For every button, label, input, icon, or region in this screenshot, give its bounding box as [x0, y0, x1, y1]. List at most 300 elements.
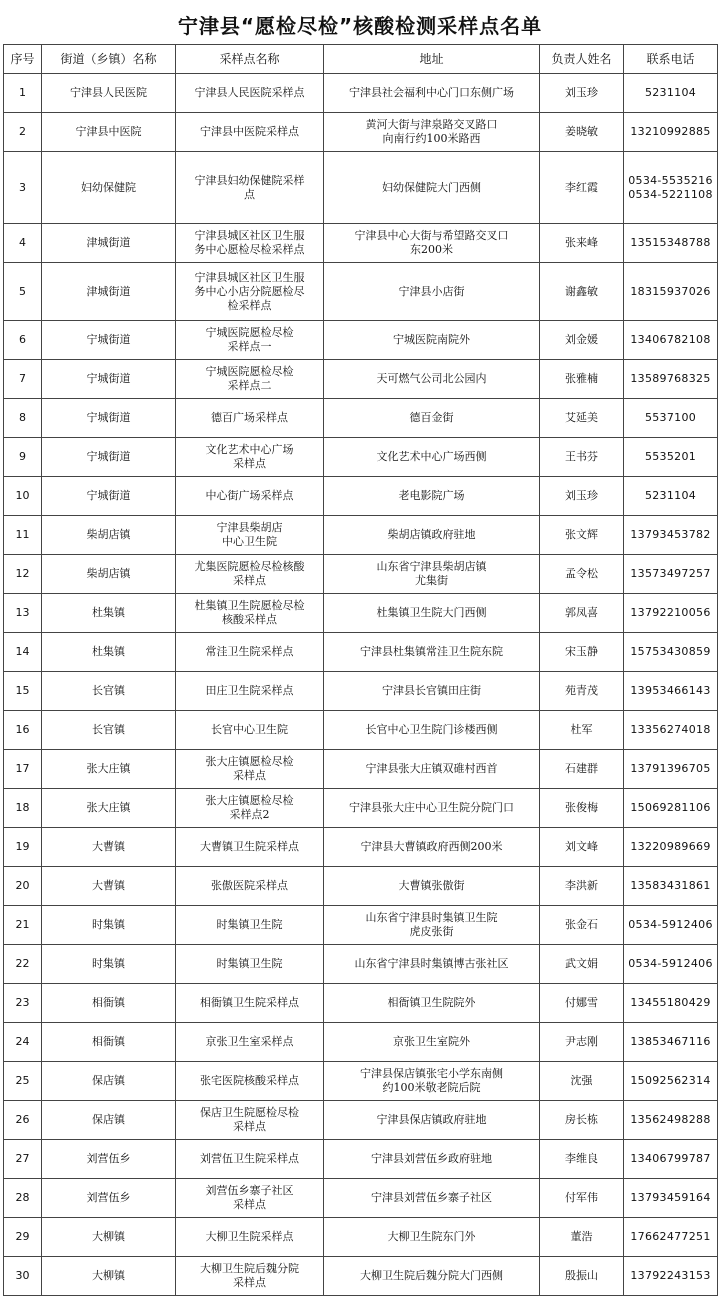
cell-address	[324, 224, 540, 263]
cell-site-line: 核酸采样点	[222, 613, 277, 626]
cell-street-line: 宁城街道	[86, 450, 131, 463]
cell-phone-line: 15753430859	[630, 645, 711, 658]
table-body	[4, 74, 718, 1296]
cell-index: 22	[4, 945, 42, 984]
cell-street	[42, 1218, 176, 1257]
cell-address	[324, 906, 540, 945]
cell-phone-line: 13589768325	[630, 372, 711, 385]
cell-site-line: 采样点二	[227, 379, 272, 392]
cell-street	[42, 945, 176, 984]
cell-phone-line: 13455180429	[630, 996, 711, 1009]
cell-street	[42, 750, 176, 789]
table-row	[4, 1062, 718, 1101]
cell-site-line: 长官中心卫生院	[211, 723, 288, 736]
cell-phone	[624, 906, 718, 945]
cell-street	[42, 1140, 176, 1179]
table-row	[4, 750, 718, 789]
cell-index: 2	[4, 113, 42, 152]
cell-address-line: 宁津县中心大街与希望路交叉口	[354, 229, 509, 242]
cell-phone-line: 13210992885	[630, 125, 711, 138]
cell-index: 4	[4, 224, 42, 263]
cell-phone-line: 13220989669	[630, 840, 711, 853]
cell-phone-line: 18315937026	[630, 284, 711, 298]
cell-street-line: 时集镇	[92, 918, 125, 931]
cell-street-line: 保店镇	[92, 1074, 125, 1087]
cell-site	[176, 711, 324, 750]
cell-street	[42, 360, 176, 399]
cell-phone-line: 13562498288	[630, 1113, 711, 1126]
cell-phone	[624, 1179, 718, 1218]
cell-address-line: 山东省宁津县时集镇博古张社区	[354, 957, 509, 970]
cell-phone-line: 0534-5912406	[628, 957, 713, 970]
cell-address	[324, 594, 540, 633]
cell-phone	[624, 750, 718, 789]
cell-phone	[624, 1101, 718, 1140]
cell-site-line: 采样点一	[227, 340, 272, 353]
cell-index: 28	[4, 1179, 42, 1218]
cell-address-line: 黄河大街与津泉路交叉路口	[365, 118, 498, 131]
cell-address-line: 约100米敬老院后院	[382, 1081, 481, 1094]
cell-address-line: 宁津县大曹镇政府西侧200米	[360, 840, 503, 853]
cell-phone	[624, 263, 718, 321]
cell-site-line: 采样点	[233, 769, 266, 782]
table-row	[4, 1140, 718, 1179]
cell-address	[324, 438, 540, 477]
cell-address-line: 宁津县保店镇张宅小学东南侧	[360, 1067, 503, 1080]
cell-address-line: 相衙镇卫生院院外	[387, 996, 476, 1009]
cell-person: 石建群	[540, 750, 624, 789]
cell-index: 11	[4, 516, 42, 555]
cell-street-line: 大柳镇	[92, 1269, 125, 1282]
cell-site-line: 中心街广场采样点	[205, 489, 294, 502]
table-row	[4, 152, 718, 224]
cell-site-line: 常洼卫生院采样点	[205, 645, 294, 658]
cell-site	[176, 360, 324, 399]
cell-address-line: 宁津县杜集镇常洼卫生院东院	[360, 645, 503, 658]
cell-address-line: 向南行约100米路西	[382, 132, 481, 145]
cell-site-line: 采样点	[233, 1120, 266, 1133]
cell-address	[324, 789, 540, 828]
cell-site-line: 张大庄镇愿检尽检	[205, 755, 294, 768]
cell-index: 20	[4, 867, 42, 906]
cell-index: 21	[4, 906, 42, 945]
cell-street	[42, 1179, 176, 1218]
cell-person: 杜军	[540, 711, 624, 750]
cell-street	[42, 711, 176, 750]
cell-phone-line: 5535201	[644, 450, 697, 463]
cell-phone-line: 17662477251	[630, 1230, 711, 1243]
cell-index: 25	[4, 1062, 42, 1101]
cell-phone	[624, 672, 718, 711]
cell-site-line: 中心卫生院	[222, 535, 277, 548]
cell-address	[324, 672, 540, 711]
cell-phone-line: 0534-5221108	[628, 187, 713, 201]
cell-site	[176, 152, 324, 224]
cell-site-line: 务中心愿检尽检采样点	[194, 243, 305, 256]
cell-address	[324, 711, 540, 750]
cell-person: 郭凤喜	[540, 594, 624, 633]
cell-site-line: 尤集医院愿检尽检核酸	[194, 560, 305, 573]
cell-phone	[624, 321, 718, 360]
cell-index: 26	[4, 1101, 42, 1140]
table-row	[4, 360, 718, 399]
cell-address-line: 妇幼保健院大门西侧	[382, 180, 481, 194]
cell-index: 8	[4, 399, 42, 438]
cell-person: 沈强	[540, 1062, 624, 1101]
cell-phone	[624, 1062, 718, 1101]
cell-phone	[624, 74, 718, 113]
cell-phone-line: 13573497257	[630, 567, 711, 580]
cell-site	[176, 1101, 324, 1140]
cell-site	[176, 1257, 324, 1296]
cell-person: 谢鑫敏	[540, 263, 624, 321]
cell-site	[176, 633, 324, 672]
cell-index: 9	[4, 438, 42, 477]
cell-person: 尹志刚	[540, 1023, 624, 1062]
cell-address-line: 宁津县张大庄中心卫生院分院门口	[349, 801, 514, 814]
table-row	[4, 711, 718, 750]
cell-address	[324, 555, 540, 594]
cell-address	[324, 152, 540, 224]
cell-site-line: 京张卫生室采样点	[205, 1035, 294, 1048]
cell-phone-line: 15092562314	[630, 1074, 711, 1087]
cell-street-line: 长官镇	[92, 723, 125, 736]
cell-street-line: 柴胡店镇	[86, 528, 131, 541]
cell-phone	[624, 1140, 718, 1179]
cell-site-line: 保店卫生院愿检尽检	[200, 1106, 299, 1119]
table-row	[4, 906, 718, 945]
cell-person: 宋玉静	[540, 633, 624, 672]
cell-street	[42, 263, 176, 321]
cell-phone	[624, 555, 718, 594]
cell-phone	[624, 789, 718, 828]
cell-address	[324, 360, 540, 399]
cell-site-line: 时集镇卫生院	[216, 957, 283, 970]
cell-street	[42, 438, 176, 477]
cell-phone	[624, 633, 718, 672]
cell-address-line: 尤集街	[415, 574, 448, 587]
cell-phone	[624, 1023, 718, 1062]
table-row	[4, 945, 718, 984]
header-street: 街道（乡镇）名称	[42, 45, 176, 74]
header-phone: 联系电话	[624, 45, 718, 74]
cell-street	[42, 672, 176, 711]
table-row	[4, 633, 718, 672]
table-row	[4, 477, 718, 516]
cell-street-line: 宁城街道	[86, 372, 131, 385]
cell-phone	[624, 828, 718, 867]
cell-street	[42, 399, 176, 438]
table-row	[4, 263, 718, 321]
cell-site-line: 宁津县柴胡店	[216, 521, 283, 534]
cell-site-line: 大柳卫生院采样点	[205, 1230, 294, 1243]
cell-person: 武文娟	[540, 945, 624, 984]
cell-person: 李维良	[540, 1140, 624, 1179]
cell-address	[324, 1140, 540, 1179]
cell-street	[42, 321, 176, 360]
cell-address-line: 宁津县张大庄镇双碓村西首	[365, 762, 498, 775]
table-row	[4, 438, 718, 477]
cell-street-line: 刘营伍乡	[86, 1152, 131, 1165]
cell-site	[176, 74, 324, 113]
cell-phone	[624, 984, 718, 1023]
cell-index: 17	[4, 750, 42, 789]
cell-site-line: 张大庄镇愿检尽检	[205, 794, 294, 807]
cell-site-line: 点	[244, 187, 255, 201]
cell-street-line: 长官镇	[92, 684, 125, 697]
cell-phone-line: 13356274018	[630, 723, 711, 736]
cell-site-line: 文化艺术中心广场	[205, 443, 294, 456]
cell-address-line: 宁津县小店街	[398, 284, 465, 298]
cell-street-line: 相衙镇	[92, 1035, 125, 1048]
cell-index: 15	[4, 672, 42, 711]
cell-site-line: 采样点	[233, 574, 266, 587]
table-row	[4, 1179, 718, 1218]
cell-street	[42, 477, 176, 516]
table-row	[4, 516, 718, 555]
table-header-row	[4, 45, 718, 74]
cell-phone	[624, 152, 718, 224]
cell-index: 27	[4, 1140, 42, 1179]
cell-address-line: 虎皮张街	[409, 925, 454, 938]
cell-site-line: 张傲医院采样点	[211, 879, 288, 892]
cell-site	[176, 906, 324, 945]
cell-phone	[624, 1257, 718, 1296]
cell-person: 刘玉珍	[540, 74, 624, 113]
cell-site	[176, 750, 324, 789]
cell-address-line: 德百金街	[409, 411, 454, 424]
cell-phone	[624, 1218, 718, 1257]
cell-index: 1	[4, 74, 42, 113]
cell-street-line: 宁城街道	[86, 411, 131, 424]
cell-site	[176, 1179, 324, 1218]
cell-site-line: 杜集镇卫生院愿检尽检	[194, 599, 305, 612]
cell-site	[176, 1218, 324, 1257]
cell-address-line: 老电影院广场	[398, 489, 465, 502]
cell-index: 13	[4, 594, 42, 633]
cell-address-line: 大柳卫生院东门外	[387, 1230, 476, 1243]
cell-index: 3	[4, 152, 42, 224]
cell-phone	[624, 360, 718, 399]
table-row	[4, 828, 718, 867]
cell-street	[42, 828, 176, 867]
cell-street-line: 柴胡店镇	[86, 567, 131, 580]
cell-address	[324, 74, 540, 113]
cell-address-line: 山东省宁津县柴胡店镇	[376, 560, 487, 573]
cell-address-line: 长官中心卫生院门诊楼西侧	[365, 723, 498, 736]
cell-person: 刘金媛	[540, 321, 624, 360]
cell-site	[176, 867, 324, 906]
cell-address	[324, 984, 540, 1023]
cell-person: 李洪新	[540, 867, 624, 906]
cell-street	[42, 594, 176, 633]
cell-address	[324, 945, 540, 984]
cell-phone-line: 13792210056	[630, 606, 711, 619]
cell-site-line: 宁津县中医院采样点	[200, 125, 299, 138]
cell-person: 刘玉珍	[540, 477, 624, 516]
cell-index: 29	[4, 1218, 42, 1257]
cell-address-line: 文化艺术中心广场西侧	[376, 450, 487, 463]
cell-index: 6	[4, 321, 42, 360]
cell-site	[176, 945, 324, 984]
cell-street-line: 宁城街道	[86, 489, 131, 502]
table-row	[4, 224, 718, 263]
cell-site-line: 宁城医院愿检尽检	[205, 326, 294, 339]
cell-phone-line: 13793453782	[630, 528, 711, 541]
cell-street-line: 杜集镇	[92, 645, 125, 658]
cell-address-line: 宁津县社会福利中心门口东侧广场	[349, 86, 514, 99]
cell-person: 张雅楠	[540, 360, 624, 399]
table-row	[4, 1257, 718, 1296]
table-row	[4, 399, 718, 438]
cell-person: 张金石	[540, 906, 624, 945]
cell-phone	[624, 516, 718, 555]
cell-index: 12	[4, 555, 42, 594]
cell-person: 李红霞	[540, 152, 624, 224]
cell-address-line: 杜集镇卫生院大门西侧	[376, 606, 487, 619]
cell-site	[176, 672, 324, 711]
cell-index: 16	[4, 711, 42, 750]
cell-street	[42, 867, 176, 906]
cell-phone-line: 13583431861	[630, 879, 711, 892]
cell-person: 付军伟	[540, 1179, 624, 1218]
cell-index: 18	[4, 789, 42, 828]
table-row	[4, 672, 718, 711]
cell-phone	[624, 711, 718, 750]
cell-street-line: 保店镇	[92, 1113, 125, 1126]
cell-street	[42, 224, 176, 263]
cell-site	[176, 1140, 324, 1179]
cell-address	[324, 113, 540, 152]
cell-street	[42, 984, 176, 1023]
table-row	[4, 555, 718, 594]
cell-address-line: 柴胡店镇政府驻地	[387, 528, 476, 541]
cell-address	[324, 1257, 540, 1296]
cell-phone	[624, 477, 718, 516]
cell-street-line: 杜集镇	[92, 606, 125, 619]
cell-street-line: 大曹镇	[92, 879, 125, 892]
cell-street-line: 大曹镇	[92, 840, 125, 853]
table-row	[4, 1101, 718, 1140]
cell-phone	[624, 945, 718, 984]
cell-site	[176, 594, 324, 633]
cell-site-line: 刘营伍乡寨子社区	[205, 1184, 294, 1197]
document-title: 宁津县“愿检尽检”核酸检测采样点名单	[177, 14, 543, 38]
cell-phone-line: 13406799787	[630, 1152, 711, 1165]
cell-phone-line: 13515348788	[630, 236, 711, 249]
cell-street	[42, 74, 176, 113]
cell-street-line: 津城街道	[86, 236, 131, 249]
cell-street-line: 张大庄镇	[86, 762, 131, 775]
cell-site-line: 采样点	[233, 457, 266, 470]
cell-site-line: 田庄卫生院采样点	[205, 684, 294, 697]
cell-street-line: 宁津县中医院	[75, 125, 142, 138]
cell-site	[176, 1062, 324, 1101]
cell-person: 董浩	[540, 1218, 624, 1257]
table-row	[4, 74, 718, 113]
cell-site-line: 相衙镇卫生院采样点	[200, 996, 299, 1009]
table-row	[4, 867, 718, 906]
table-row	[4, 321, 718, 360]
cell-phone	[624, 113, 718, 152]
cell-address	[324, 633, 540, 672]
cell-site-line: 大曹镇卫生院采样点	[200, 840, 299, 853]
table-row	[4, 113, 718, 152]
cell-street	[42, 113, 176, 152]
cell-address	[324, 516, 540, 555]
cell-address-line: 宁城医院南院外	[393, 333, 470, 346]
cell-address-line: 宁津县刘营伍乡政府驻地	[371, 1152, 492, 1165]
cell-phone-line: 15069281106	[630, 801, 711, 814]
header-person: 负责人姓名	[540, 45, 624, 74]
cell-phone-line: 13853467116	[630, 1035, 711, 1048]
header-site: 采样点名称	[176, 45, 324, 74]
cell-site	[176, 224, 324, 263]
table-row	[4, 1218, 718, 1257]
cell-phone	[624, 438, 718, 477]
cell-person: 付娜雪	[540, 984, 624, 1023]
cell-address-line: 山东省宁津县时集镇卫生院	[365, 911, 498, 924]
cell-phone-line: 13953466143	[630, 684, 711, 697]
header-address: 地址	[324, 45, 540, 74]
cell-phone-line: 13406782108	[630, 333, 711, 346]
cell-site-line: 宁城医院愿检尽检	[205, 365, 294, 378]
cell-index: 10	[4, 477, 42, 516]
cell-street	[42, 1023, 176, 1062]
cell-person: 艾延美	[540, 399, 624, 438]
cell-street	[42, 1101, 176, 1140]
cell-address-line: 宁津县长官镇田庄街	[382, 684, 481, 697]
cell-site-line: 宁津县城区社区卫生服	[194, 229, 305, 242]
cell-street	[42, 906, 176, 945]
cell-site	[176, 789, 324, 828]
cell-site-line: 采样点	[233, 1198, 266, 1211]
cell-address-line: 京张卫生室院外	[393, 1035, 470, 1048]
cell-site-line: 采样点	[233, 1276, 266, 1289]
cell-street-line: 大柳镇	[92, 1230, 125, 1243]
cell-street	[42, 516, 176, 555]
sampling-site-table	[3, 44, 718, 1296]
cell-address	[324, 399, 540, 438]
cell-address	[324, 1179, 540, 1218]
cell-person: 张俊梅	[540, 789, 624, 828]
cell-site	[176, 516, 324, 555]
cell-street-line: 刘营伍乡	[86, 1191, 131, 1204]
cell-site-line: 大柳卫生院后魏分院	[200, 1262, 299, 1275]
cell-address-line: 东200米	[410, 243, 453, 256]
cell-index: 19	[4, 828, 42, 867]
cell-site-line: 德百广场采样点	[211, 411, 288, 424]
cell-person: 刘文峰	[540, 828, 624, 867]
cell-site	[176, 984, 324, 1023]
table-row	[4, 789, 718, 828]
cell-address-line: 宁津县刘营伍乡寨子社区	[371, 1191, 492, 1204]
table-row	[4, 1023, 718, 1062]
cell-site	[176, 438, 324, 477]
cell-site-line: 时集镇卫生院	[216, 918, 283, 931]
cell-phone-line: 5231104	[644, 489, 697, 502]
cell-address-line: 大柳卫生院后魏分院大门西侧	[360, 1269, 503, 1282]
cell-index: 23	[4, 984, 42, 1023]
cell-person: 王书芬	[540, 438, 624, 477]
cell-phone	[624, 867, 718, 906]
cell-person: 殷振山	[540, 1257, 624, 1296]
cell-address-line: 大曹镇张傲街	[398, 879, 465, 892]
cell-phone-line: 0534-5912406	[628, 918, 713, 931]
cell-street	[42, 555, 176, 594]
cell-street-line: 相衙镇	[92, 996, 125, 1009]
cell-street-line: 妇幼保健院	[81, 180, 136, 194]
